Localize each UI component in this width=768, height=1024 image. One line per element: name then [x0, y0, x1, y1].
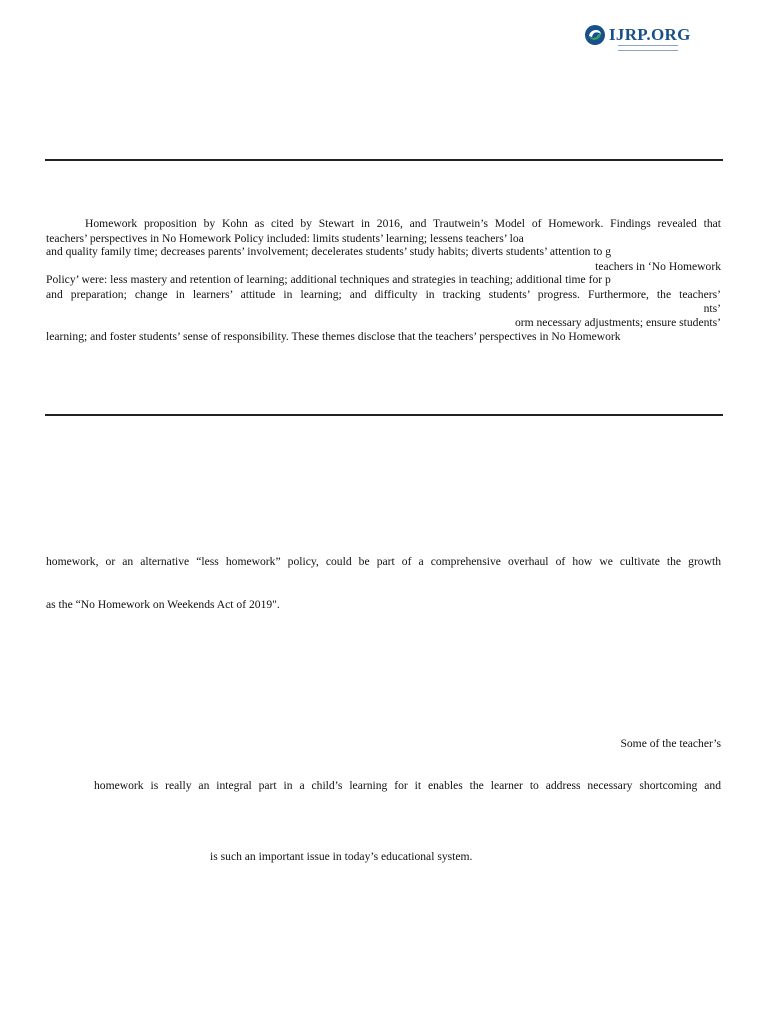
body-line: is such an important issue in today’s educational system. [210, 850, 473, 863]
abstract-line: and preparation; change in learners’ attitude in learning; and difficulty in tracking students’ progress. Furthermore, the teachers’ [46, 288, 721, 301]
body-line: homework is really an integral part in a child’s learning for it enables the learner to address necessary shortcoming and [94, 779, 721, 792]
logo-text: IJRP.ORG [609, 25, 691, 44]
abstract-line: nts’ [703, 302, 721, 315]
top-divider [45, 159, 723, 161]
abstract-line: Policy’ were: less mastery and retention of learning; additional techniques and strategies in teaching; additional time for p [46, 273, 611, 286]
body-line: homework, or an alternative “less homework” policy, could be part of a comprehensive overhaul of how we cultivate the growth [46, 555, 721, 568]
abstract-line: and quality family time; decreases parents’ involvement; decelerates students’ study habits; diverts students’ attention to g [46, 245, 612, 258]
abstract-line: orm necessary adjustments; ensure students’ [514, 316, 721, 329]
abstract-line: teachers’ perspectives in No Homework Policy included: limits students’ learning; lessens teachers’ loa [46, 232, 524, 245]
logo-tagline [618, 45, 678, 51]
abstract-line: learning; and foster students’ sense of responsibility. These themes disclose that the teachers’ perspectives in No Homework [46, 330, 621, 343]
ijrp-logo[interactable] [584, 24, 704, 52]
abstract-line: teachers in ‘No Homework [595, 260, 721, 273]
bottom-divider [45, 414, 723, 416]
body-line: as the “No Homework on Weekends Act of 2019". [46, 598, 280, 611]
body-line: Some of the teacher’s [620, 737, 721, 750]
ijrp-swirl-icon [584, 24, 606, 46]
abstract-line: Homework proposition by Kohn as cited by Stewart in 2016, and Trautwein’s Model of Homework. Findings revealed that [85, 217, 721, 230]
